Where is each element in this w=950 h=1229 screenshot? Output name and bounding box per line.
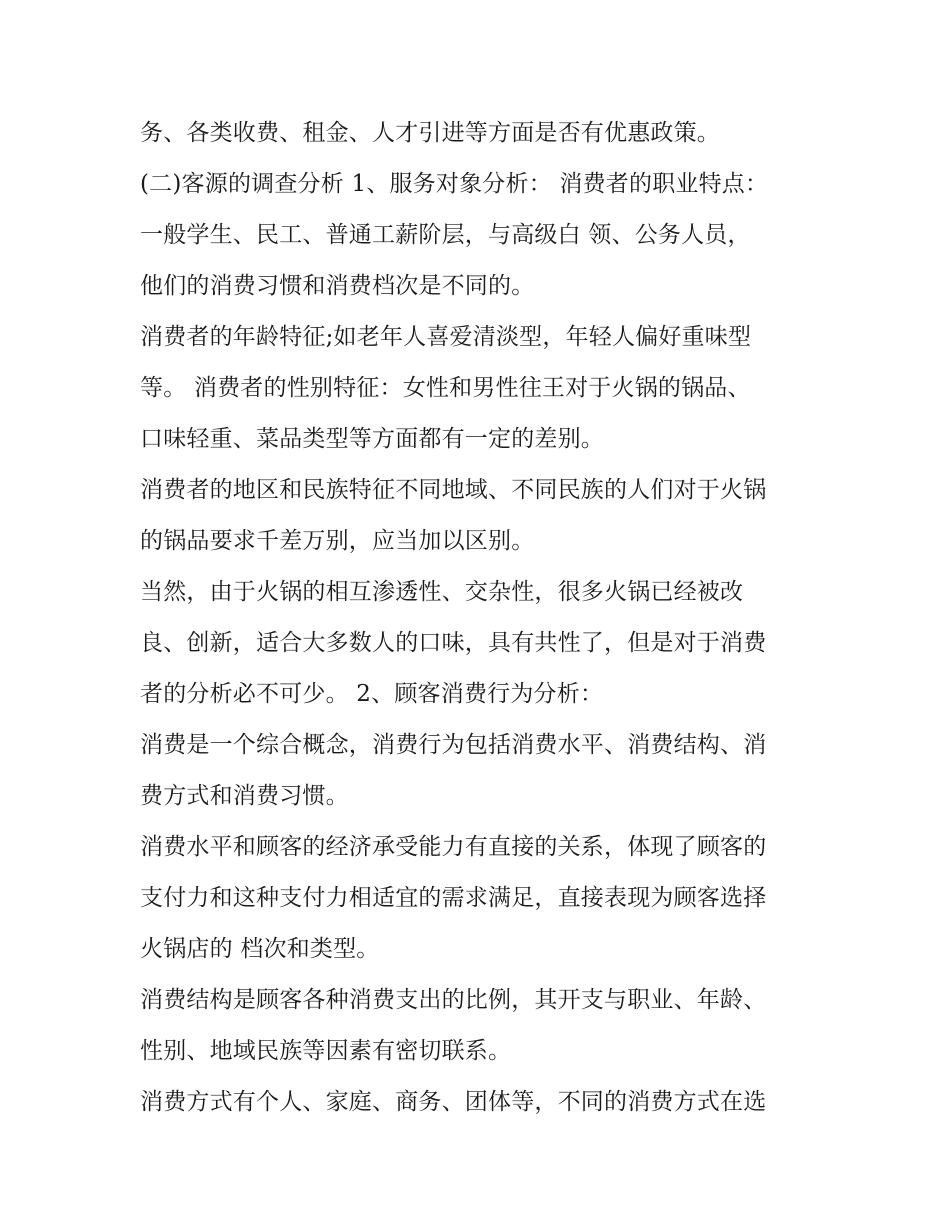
text-line: 消费者的地区和民族特征不同地域、不同民族的人们对于火锅 — [140, 477, 767, 503]
text-line: 等。 消费者的性别特征：女性和男性往王对于火锅的锅品、 — [140, 375, 751, 401]
text-line: (二)客源的调查分析 1、服务对象分析： 消费者的职业特点： — [140, 171, 769, 197]
text-line: 火锅店的 档次和类型。 — [140, 936, 380, 962]
text-line: 消费方式有个人、家庭、商务、团体等，不同的消费方式在选 — [140, 1089, 767, 1115]
text-line: 当然，由于火锅的相互渗透性、交杂性，很多火锅已经被改 — [140, 579, 744, 605]
text-line: 费方式和消费习惯。 — [140, 783, 349, 809]
document-body — [140, 108, 820, 1128]
text-line: 良、创新，适合大多数人的口味，具有共性了，但是对于消费 — [140, 630, 767, 656]
text-line: 性别、地域民族等因素有密切联系。 — [140, 1038, 512, 1064]
text-line: 消费结构是顾客各种消费支出的比例，其开支与职业、年龄、 — [140, 987, 767, 1013]
text-line: 消费者的年龄特征;如老年人喜爱清淡型，年轻人偏好重味型 — [140, 324, 752, 350]
text-line: 他们的消费习惯和消费档次是不同的。 — [140, 273, 535, 299]
text-line: 者的分析必不可少。 2、顾客消费行为分析： — [140, 681, 604, 707]
text-line: 一般学生、民工、普通工薪阶层，与高级白 领、公务人员， — [140, 222, 751, 248]
text-line: 的锅品要求千差万别，应当加以区别。 — [140, 528, 535, 554]
text-line: 口味轻重、菜品类型等方面都有一定的差别。 — [140, 426, 604, 452]
text-line: 消费是一个综合概念，消费行为包括消费水平、消费结构、消 — [140, 732, 767, 758]
text-line: 务、各类收费、租金、人才引进等方面是否有优惠政策。 — [140, 120, 720, 146]
text-line: 消费水平和顾客的经济承受能力有直接的关系，体现了顾客的 — [140, 834, 767, 860]
text-line: 支付力和这种支付力相适宜的需求满足，直接表现为顾客选择 — [140, 885, 767, 911]
